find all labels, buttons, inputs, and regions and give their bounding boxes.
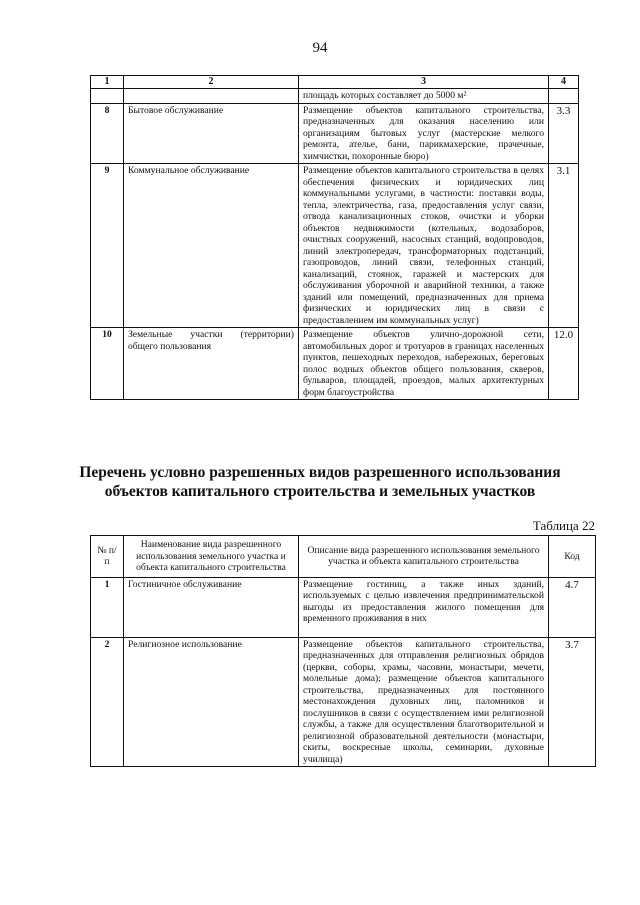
use-description: Размещение гостиниц, а также иных зданий, используемых с целью извлечения предпринимательской выгоды из предоставления жилого помещения для временного проживания в них bbox=[299, 577, 549, 637]
row-number: 10 bbox=[91, 328, 124, 400]
use-code: 3.1 bbox=[549, 164, 579, 328]
use-description: Размещение объектов улично-дорожной сети, автомобильных дорог и тротуаров в границах населенных пунктов, пешеходных переходов, набережных, береговых полос водных объектов общего пользования, скверов, бульваров, площадей, проездов, малых архитектурных форм благоустройства bbox=[299, 328, 549, 400]
use-code bbox=[549, 89, 579, 104]
row-number: 9 bbox=[91, 164, 124, 328]
use-code: 12.0 bbox=[549, 328, 579, 400]
use-name: Коммунальное обслуживание bbox=[124, 164, 299, 328]
use-description: Размещение объектов капитального строительства в целях обеспечения физических и юридических лиц коммунальными услугами, в частности: поставки воды, тепла, электричества, газа, предоставления услуг связи, отвода канализационных стоков, очистки и уборки объектов недвижимости (котельных, водозаборов, очистных сооружений, насосных станций, водопроводов, линий электропередач, трансформаторных подстанций, газопроводов, линий связи, телефонных станций, канализаций, стоянок, гаражей и мастерских для обслуживания уборочной и аварийной техники, а также зданий или помещений, предназначенных для приема физических и юридических лиц в связи с предоставлением им коммунальных услуг) bbox=[299, 164, 549, 328]
table-header-row bbox=[91, 76, 579, 89]
use-name: Земельные участки (территории) общего пользования bbox=[124, 328, 299, 400]
header-name: Наименование вида разрешенного использования земельного участка и объекта капитального строительства bbox=[124, 536, 299, 578]
row-number: 8 bbox=[91, 103, 124, 164]
table-row bbox=[91, 89, 579, 104]
table-row bbox=[91, 328, 579, 400]
permitted-uses-table-continued bbox=[90, 75, 579, 400]
header-code: Код bbox=[549, 536, 596, 578]
column-number-4: 4 bbox=[549, 76, 579, 89]
column-number-2: 2 bbox=[124, 76, 299, 89]
header-number: № п/п bbox=[91, 536, 124, 578]
table-row bbox=[91, 637, 596, 767]
table-row bbox=[91, 103, 579, 164]
use-description: Размещение объектов капитального строительства, предназначенных для отправления религиозных обрядов (церкви, соборы, храмы, часовни, монастыри, мечети, молельные дома); размещение объектов капитального строительства, предназначенных для постоянного местонахождения духовных лиц, паломников и послушников в связи с осуществлением ими религиозной службы, а также для осуществления благотворительной и религиозной образовательной деятельности (монастыри, скиты, воскресные школы, семинарии, духовные училища) bbox=[299, 637, 549, 767]
use-code: 3.7 bbox=[549, 637, 596, 767]
use-code: 3.3 bbox=[549, 103, 579, 164]
table-row bbox=[91, 164, 579, 328]
use-description: Размещение объектов капитального строительства, предназначенных для оказания населению или организациям бытовых услуг (мастерские мелкого ремонта, ателье, бани, парикмахерские, прачечные, химчистки, похоронные бюро) bbox=[299, 103, 549, 164]
row-number bbox=[91, 89, 124, 104]
table-header-row bbox=[91, 536, 596, 578]
column-number-1: 1 bbox=[91, 76, 124, 89]
use-name bbox=[124, 89, 299, 104]
use-name: Религиозное использование bbox=[124, 637, 299, 767]
table-caption: Таблица 22 bbox=[532, 518, 595, 533]
use-code: 4.7 bbox=[549, 577, 596, 637]
use-name: Гостиничное обслуживание bbox=[124, 577, 299, 637]
conditionally-permitted-uses-table bbox=[90, 535, 596, 767]
use-description: площадь которых составляет до 5000 м² bbox=[299, 89, 549, 104]
header-description: Описание вида разрешенного использования земельного участка и объекта капитального строительства bbox=[299, 536, 549, 578]
page-number: 94 bbox=[312, 40, 328, 56]
row-number: 2 bbox=[91, 637, 124, 767]
row-number: 1 bbox=[91, 577, 124, 637]
column-number-3: 3 bbox=[299, 76, 549, 89]
use-name: Бытовое обслуживание bbox=[124, 103, 299, 164]
section-heading: Перечень условно разрешенных видов разрешенного использования объектов капитального строительства и земельных участков bbox=[79, 464, 561, 501]
table-row bbox=[91, 577, 596, 637]
